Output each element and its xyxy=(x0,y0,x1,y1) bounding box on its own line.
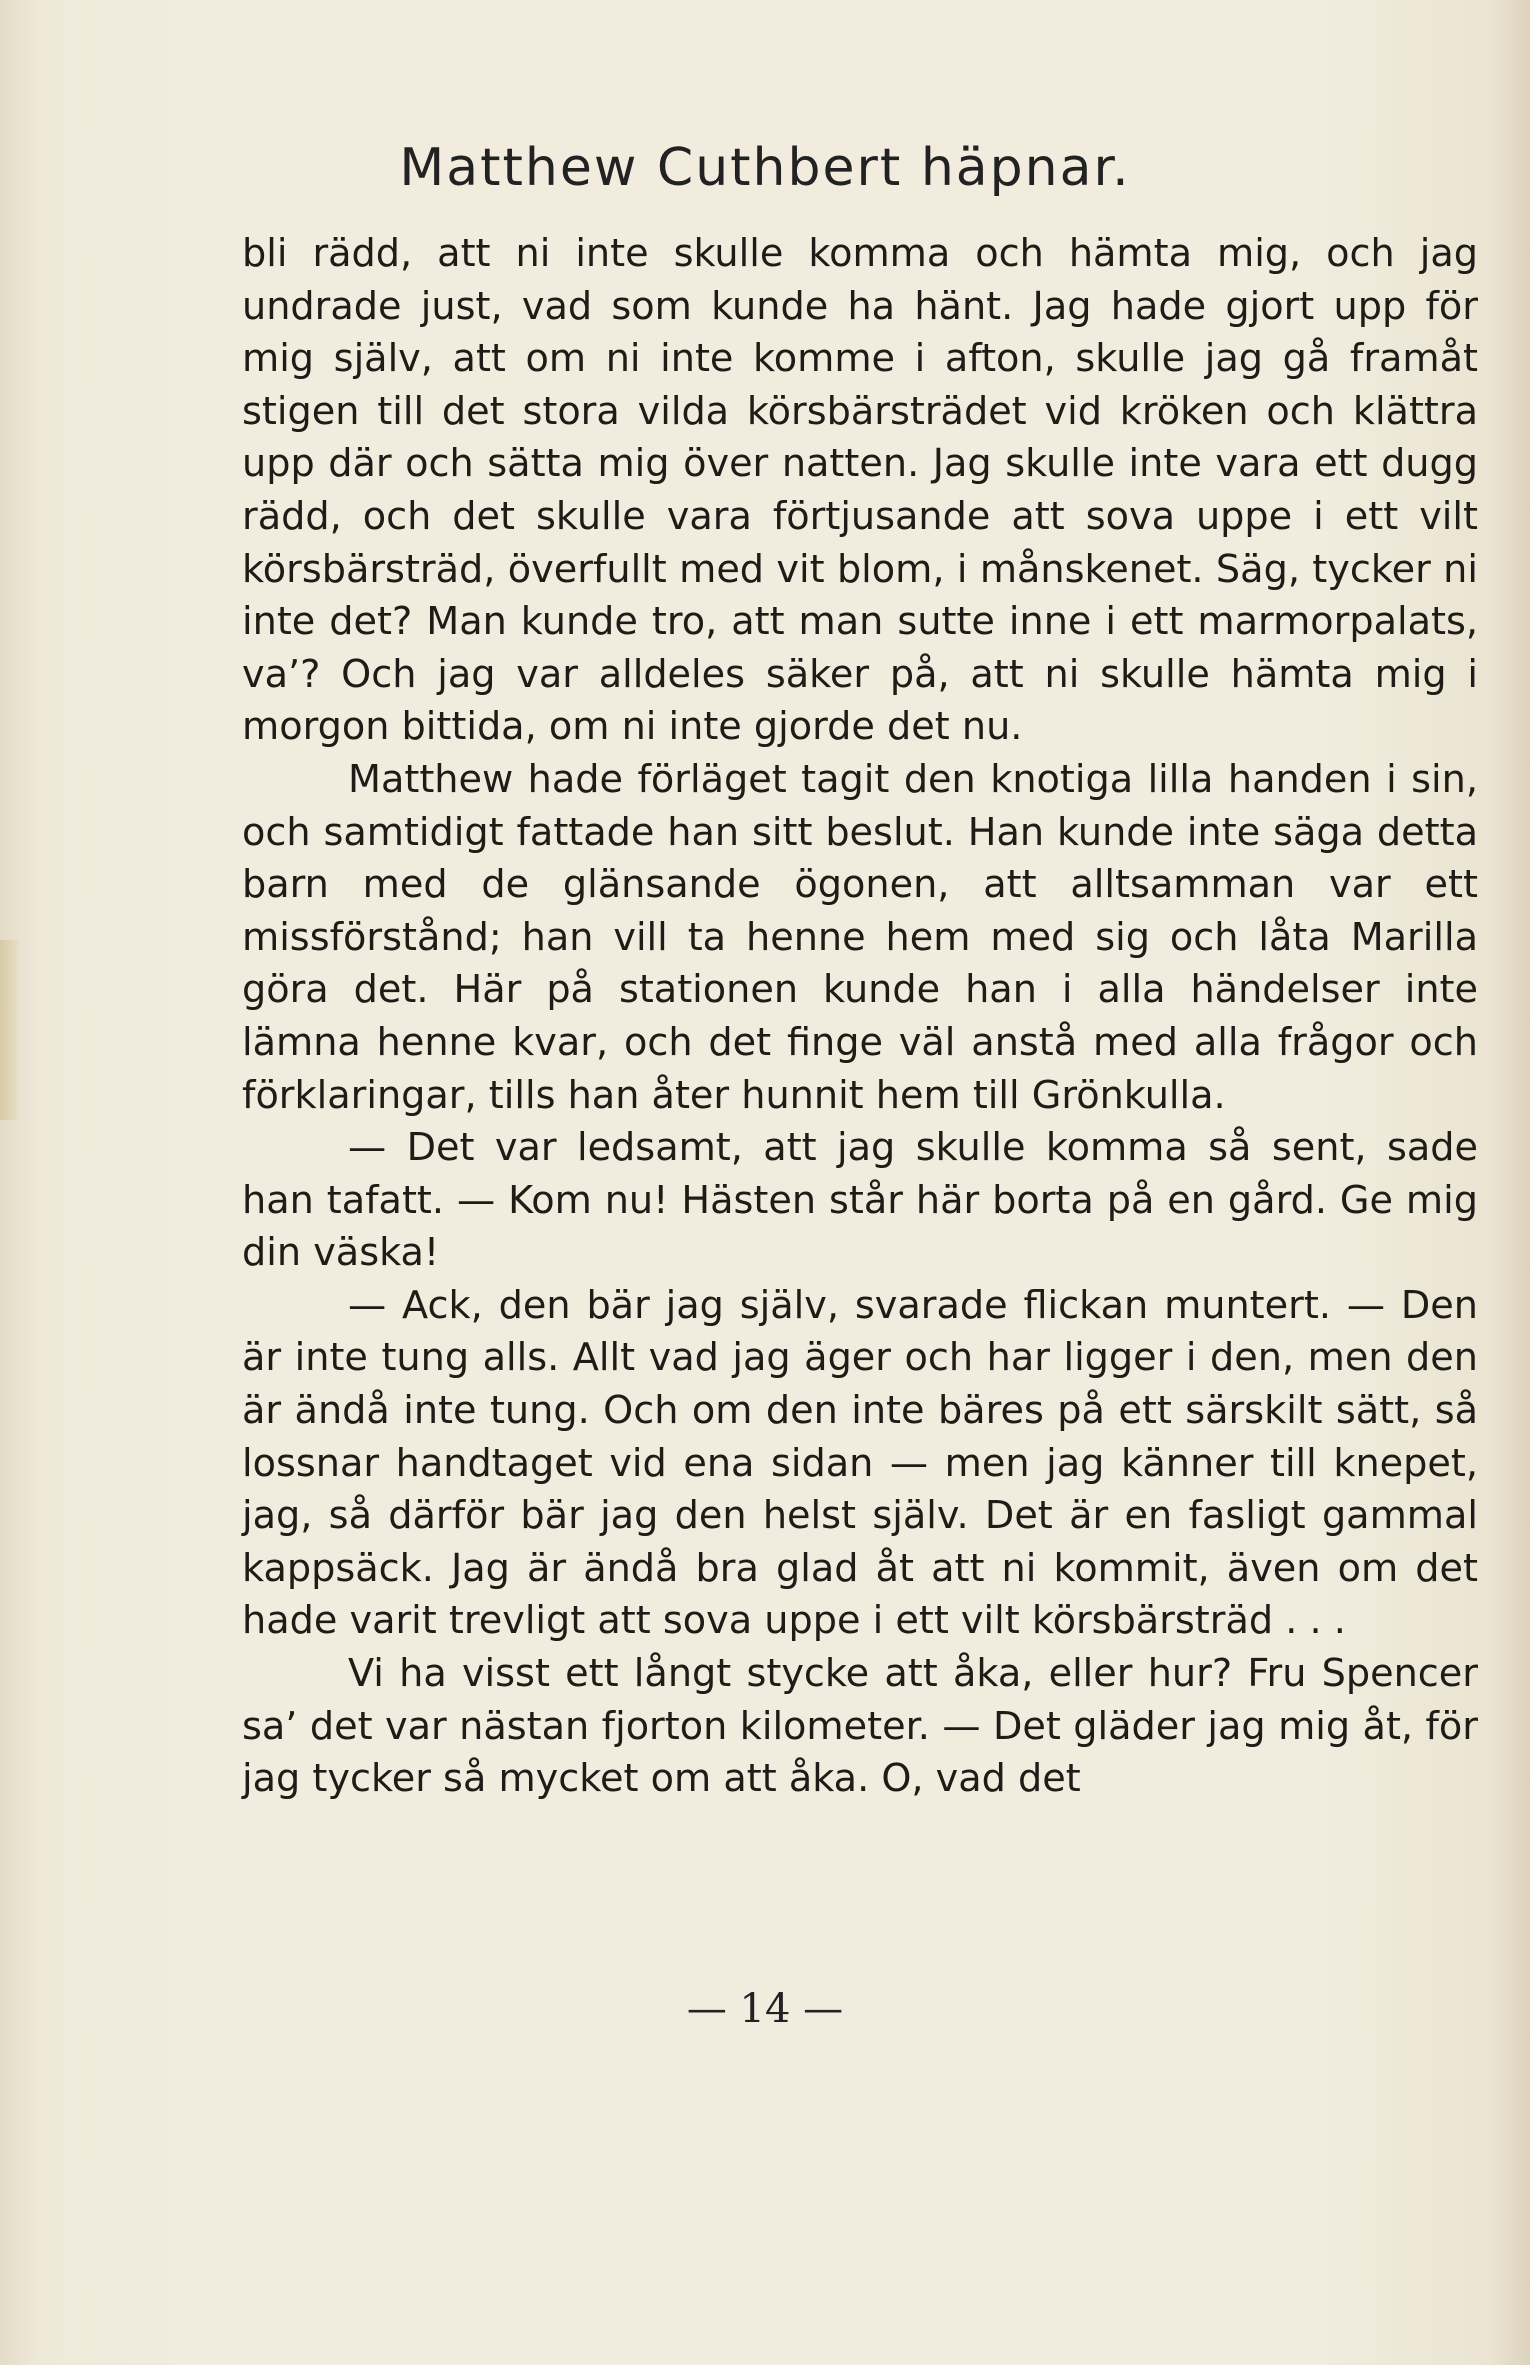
paragraph-5: Vi ha visst ett långt stycke att åka, eller hur? Fru Spencer sa’ det var nästan fjorton kilometer. — Det gläder jag mig åt, för jag tycker så mycket om att åka. O, vad det xyxy=(242,1652,1478,1802)
page-number: — 14 — xyxy=(686,1986,844,2032)
paragraph-3: — Det var ledsamt, att jag skulle komma så sent, sade han tafatt. — Kom nu! Hästen står här borta på en gård. Ge mig din väska! xyxy=(242,1126,1478,1276)
paragraph-1: bli rädd, att ni inte skulle komma och hämta mig, och jag undrade just, vad som kunde ha hänt. Jag hade gjort upp för mig själv, att om ni inte komme i afton, skulle jag gå framåt stigen till det stora vilda körsbärsträdet vid kröken och klättra upp där och sätta mig över natten. Jag skulle inte vara ett dugg rädd, och det skulle vara förtjusande att sova uppe i ett vilt körsbärsträd, överfullt med vit blom, i månskenet. Säg, tycker ni inte det? Man kunde tro, att man sutte inne i ett marmorpalats, va’? Och jag var alldeles säker på, att ni skulle hämta mig i morgon bittida, om ni inte gjorde det nu. xyxy=(242,232,1478,750)
page-binding-edge xyxy=(0,940,18,1120)
body-text xyxy=(242,228,1478,1806)
running-title: Matthew Cuthbert häpnar. xyxy=(399,138,1131,198)
paragraph-2: Matthew hade förläget tagit den knotiga lilla handen i sin, och samtidigt fattade han sitt beslut. Han kunde inte säga detta barn med de glänsande ögonen, att alltsamman var ett missförstånd; han vill ta henne hem med sig och låta Marilla göra det. Här på stationen kunde han i alla händelser inte lämna henne kvar, och det finge väl anstå med alla frågor och förklaringar, tills han åter hunnit hem till Grönkulla. xyxy=(242,757,1478,1118)
paragraph-4: — Ack, den bär jag själv, svarade flickan muntert. — Den är inte tung alls. Allt vad jag äger och har ligger i den, men den är ändå inte tung. Och om den inte bäres på ett särskilt sätt, så lossnar handtaget vid ena sidan — men jag känner till knepet, jag, så därför bär jag den helst själv. Det är en fasligt gammal kappsäck. Jag är ändå bra glad åt att ni kommit, även om det hade varit trevligt att sova uppe i ett vilt körsbärsträd . . . xyxy=(242,1283,1478,1644)
